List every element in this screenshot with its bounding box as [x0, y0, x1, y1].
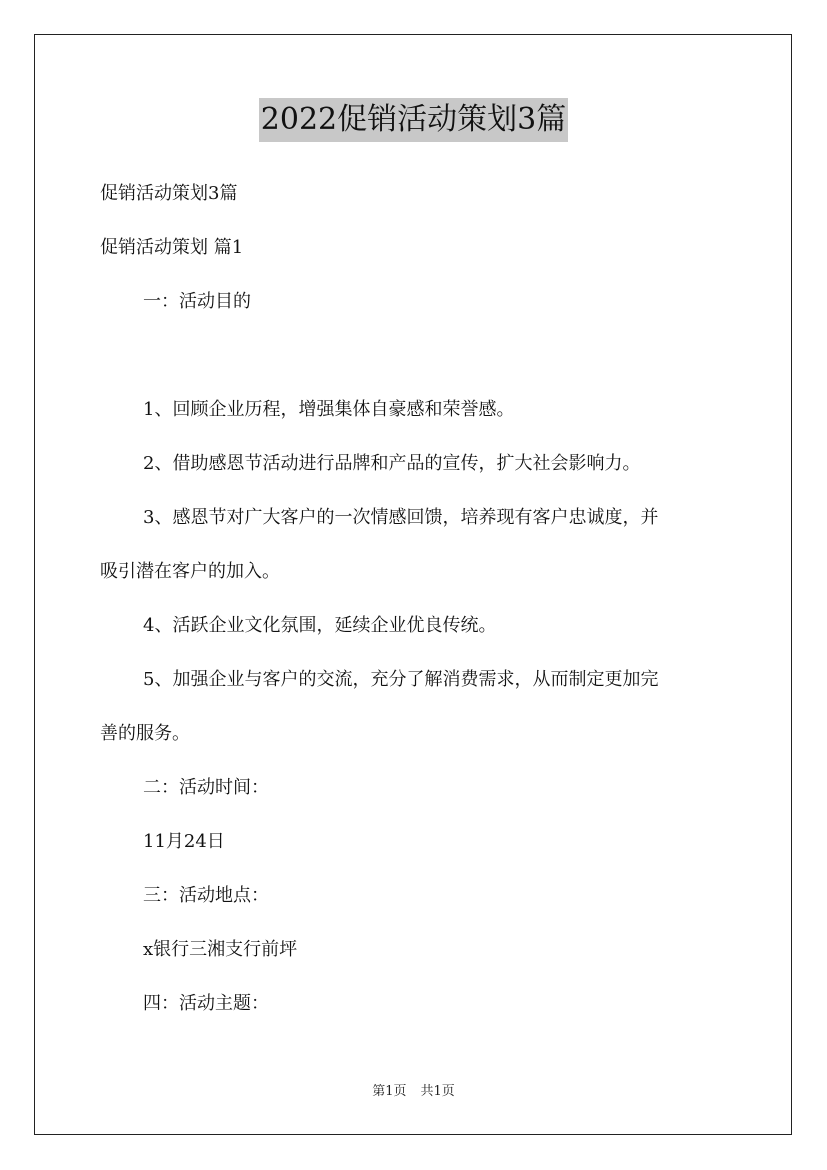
- paragraph-line: 吸引潜在客户的加入。: [100, 561, 280, 582]
- page-footer: [0, 1083, 827, 1101]
- paragraph-line: 一：活动目的: [143, 291, 251, 312]
- paragraph-line: 4、活跃企业文化氛围，延续企业优良传统。: [143, 615, 497, 636]
- paragraph-line: 1、回顾企业历程，增强集体自豪感和荣誉感。: [143, 399, 515, 420]
- title-container: [0, 98, 827, 142]
- paragraph-line: 5、加强企业与客户的交流，充分了解消费需求，从而制定更加完: [143, 669, 659, 690]
- page-number: 第1页: [372, 1084, 407, 1099]
- paragraph-line: x银行三湘支行前坪: [143, 939, 298, 960]
- page-total: 共1页: [420, 1084, 455, 1099]
- paragraph-line: 11月24日: [143, 831, 225, 852]
- paragraph-line: 四：活动主题：: [143, 993, 269, 1014]
- paragraph-line: 二：活动时间：: [143, 777, 269, 798]
- paragraph-line: 善的服务。: [100, 723, 190, 744]
- paragraph-line: 三：活动地点：: [143, 885, 269, 906]
- paragraph-line: 2、借助感恩节活动进行品牌和产品的宣传，扩大社会影响力。: [143, 453, 641, 474]
- subtitle-line: 促销活动策划3篇: [100, 183, 238, 204]
- document-title: 2022促销活动策划3篇: [259, 98, 568, 142]
- paragraph-line: 3、感恩节对广大客户的一次情感回馈，培养现有客户忠诚度，并: [143, 507, 659, 528]
- section-heading-line: 促销活动策划 篇1: [100, 237, 244, 258]
